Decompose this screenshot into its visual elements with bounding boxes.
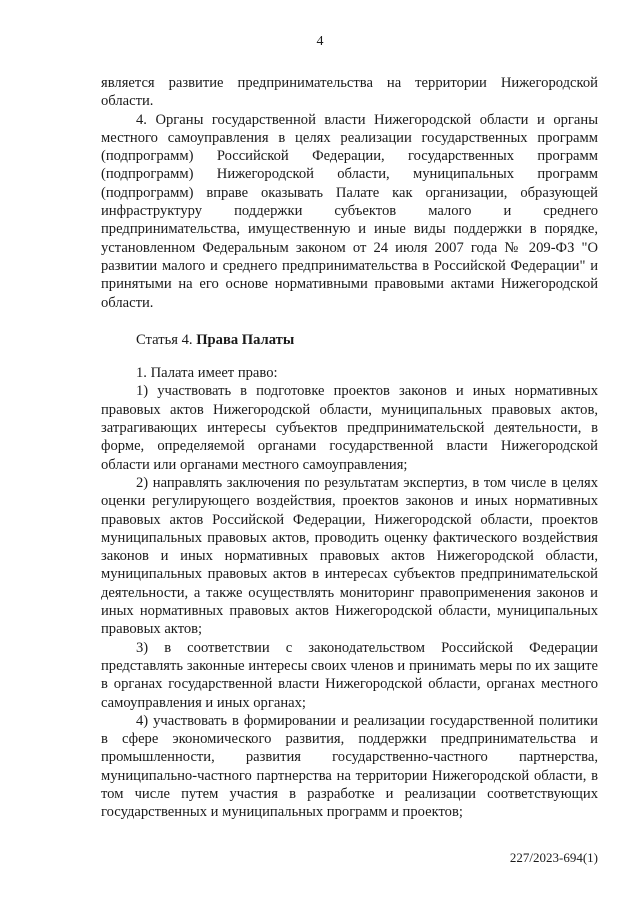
list-item-3: 3) в соответствии с законодательством Российской Федерации представлять законные интересы своих членов и принимать меры по их защите в органах государственной власти Нижегородской области, органах местного самоуправления и иных органах;: [101, 639, 598, 711]
list-item-2: 2) направлять заключения по результатам экспертиз, в том числе в целях оценки регулирующего воздействия, проектов законов и иных нормативных правовых актов Российской Федерации, Нижегородской области, проектов муниципальных правовых актов, проводить оценку фактического воздействия законов и иных нормативных правовых актов Нижегородской области, муниципальных правовых актов в интересах субъектов предпринимательской деятельности, а также осуществлять мониторинг правоприменения законов и иных нормативных правовых актов Нижегородской области, муниципальных правовых актов;: [101, 474, 598, 638]
list-item-4: 4) участвовать в формировании и реализации государственной политики в сфере экономического развития, поддержки предпринимательства и промышленности, развития государственно-частного партнерства, муниципально-частного партнерства на территории Нижегородской области, в том числе путем участия в разработке и реализации соответствующих государственных и муниципальных программ и проектов;: [101, 712, 598, 821]
article-heading: [101, 331, 598, 349]
document-code: 227/2023-694(1): [509, 850, 598, 865]
list-item-1: 1) участвовать в подготовке проектов законов и иных нормативных правовых актов Нижегородской области, муниципальных правовых актов, затрагивающих интересы субъектов предпринимательской деятельности, в форме, определяемой органами государственной власти Нижегородской области или органами местного самоуправления;: [101, 383, 598, 473]
article-heading-prefix: Статья 4.: [136, 331, 197, 348]
page-number: 4: [316, 34, 324, 49]
paragraph-clause-1: 1. Палата имеет право:: [136, 365, 278, 382]
document-body: [101, 74, 598, 822]
article-heading-title: Права Палаты: [196, 331, 295, 348]
paragraph-continuation: является развитие предпринимательства на территории Нижегородской области.: [101, 75, 598, 110]
paragraph-item-4: 4. Органы государственной власти Нижегородской области и органы местного самоуправления в целях реализации государственных программ (подпрограмм) Российской Федерации, государственных программ (подпрограмм) Нижегородской области, муниципальных программ (подпрограмм) вправе оказывать Палате как организации, образующей инфраструктуру поддержки субъектов малого и среднего предпринимательства, имущественную и иные виды поддержки в порядке, установленном Федеральным законом от 24 июля 2007 года № 209-ФЗ "О развитии малого и среднего предпринимательства в Российской Федерации" и принятыми на его основе нормативными правовыми актами Нижегородской области.: [101, 111, 598, 311]
